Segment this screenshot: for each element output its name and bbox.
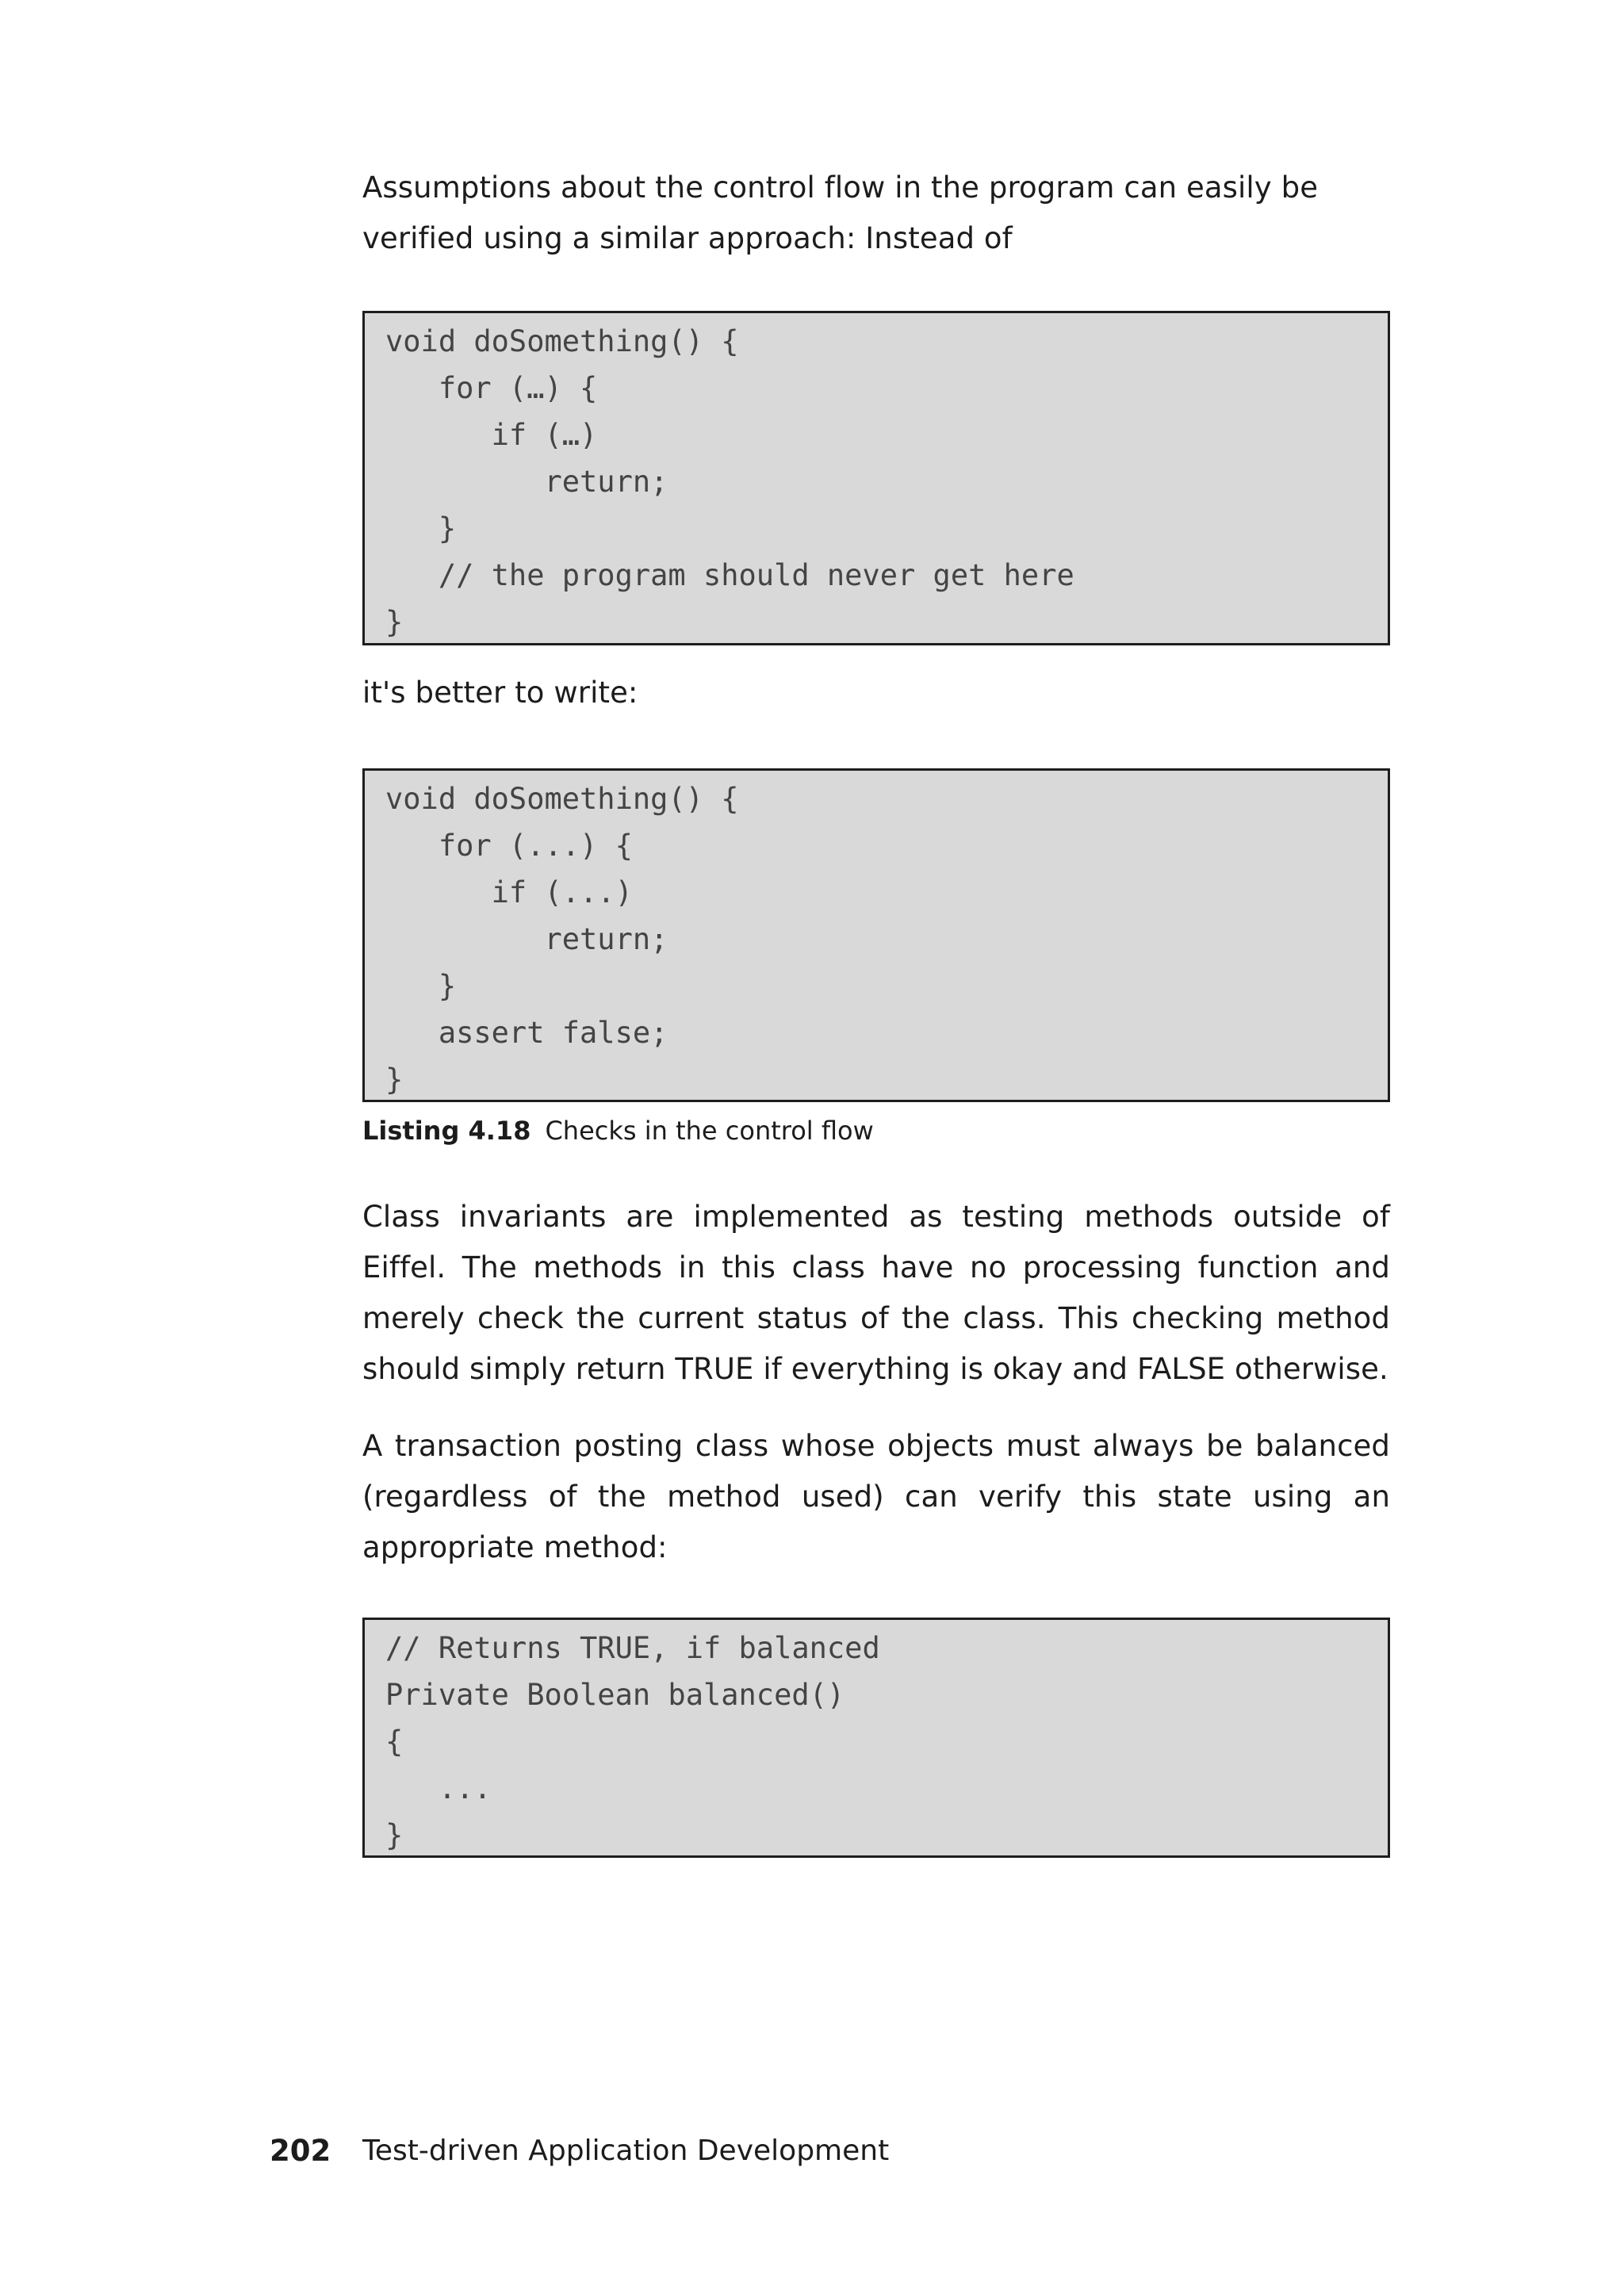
code-line: for (...) { [385, 829, 633, 863]
code-line: // Returns TRUE, if balanced [385, 1631, 880, 1665]
code-line: assert false; [385, 1016, 668, 1050]
code-line: } [385, 1818, 404, 1852]
better-paragraph: it's better to write: [362, 676, 638, 710]
code-block-after [362, 768, 1390, 1102]
code-line: return; [385, 922, 668, 956]
listing-caption [362, 1113, 874, 1148]
transaction-paragraph: A transaction posting class whose objects must always be balanced (regardless of the method used) can verify this state using an appropriate method: [362, 1429, 1390, 1564]
listing-caption-text: Checks in the control flow [545, 1116, 874, 1146]
code-line: // the program should never get here [385, 558, 1074, 592]
code-block-balanced [362, 1618, 1390, 1858]
code-line: } [385, 1063, 404, 1097]
code-line: if (…) [385, 418, 598, 452]
code-line: for (…) { [385, 371, 598, 405]
code-line: } [385, 969, 457, 1003]
code-line: void doSomething() { [385, 782, 739, 816]
page-number: 202 [270, 2134, 331, 2168]
invariants-paragraph: Class invariants are implemented as testing methods outside of Eiffel. The methods in this class have no processing function and merely check the current status of the class. This checking method should simply return TRUE if everything is okay and FALSE otherwise. [362, 1200, 1390, 1386]
code-line: } [385, 511, 457, 546]
code-line: { [385, 1725, 404, 1759]
code-block-before [362, 311, 1390, 645]
code-line: Private Boolean balanced() [385, 1678, 845, 1712]
code-line: void doSomething() { [385, 324, 739, 358]
code-line: if (...) [385, 875, 633, 909]
code-line: } [385, 605, 404, 639]
intro-paragraph: Assumptions about the control flow in the program can easily be verified using a similar approach: Instead of [362, 170, 1319, 255]
footer-title: Test-driven Application Development [362, 2135, 890, 2167]
code-line: ... [385, 1771, 492, 1805]
listing-label: Listing 4.18 [362, 1116, 531, 1146]
code-line: return; [385, 465, 668, 499]
